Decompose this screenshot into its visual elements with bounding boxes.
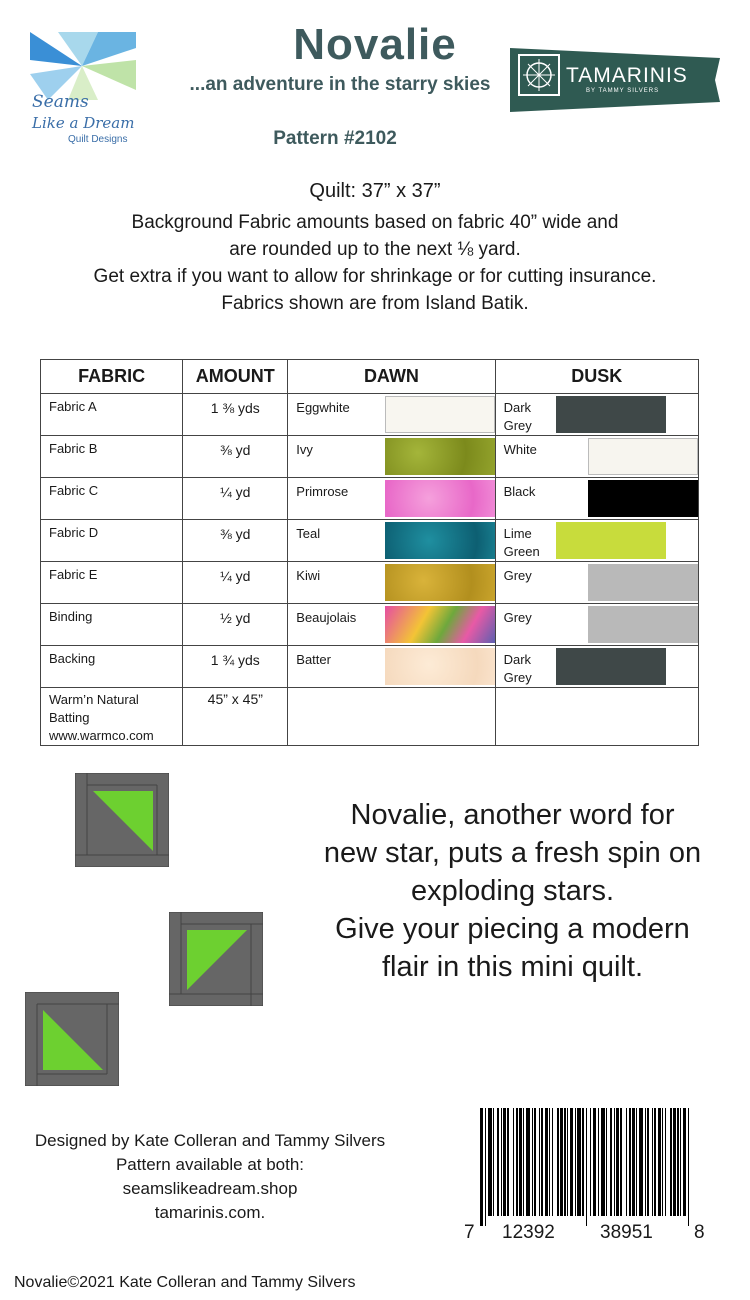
fabric-name: Fabric C xyxy=(41,478,183,520)
dusk-swatch xyxy=(588,564,698,601)
header-dawn: DAWN xyxy=(288,360,495,394)
table-row xyxy=(41,604,699,646)
quilt-block-1 xyxy=(75,773,169,867)
fabric-amount: ¼ yd xyxy=(183,478,288,520)
fabric-amount: ½ yd xyxy=(183,604,288,646)
barcode-digit-first: 7 xyxy=(464,1222,475,1243)
table-row xyxy=(41,562,699,604)
seams-logo-line3: Quilt Designs xyxy=(68,134,128,145)
dusk-color-name: Grey xyxy=(503,610,532,625)
dusk-color-name: White xyxy=(503,442,537,457)
dusk-color-name: Lime Green xyxy=(503,526,540,559)
dawn-color-name: Eggwhite xyxy=(296,400,350,415)
intro-line-1: Background Fabric amounts based on fabric 40” wide and xyxy=(131,212,619,233)
dusk-color-name: Dark Grey xyxy=(503,400,532,433)
table-row xyxy=(41,688,699,746)
fabric-name: Fabric E xyxy=(41,562,183,604)
description-line-4: Give your piecing a modern xyxy=(335,913,690,945)
dusk-swatch xyxy=(556,648,666,685)
table-row xyxy=(41,394,699,436)
dusk-swatch xyxy=(588,606,698,643)
quilt-size: Quilt: 37” x 37” xyxy=(309,180,441,202)
seams-logo-line2: Like a Dream xyxy=(32,114,135,132)
dawn-color-name: Primrose xyxy=(296,484,349,499)
upc-barcode xyxy=(450,1108,712,1248)
dusk-color-name: Black xyxy=(503,484,536,499)
quilt-block-2 xyxy=(169,912,263,1006)
dawn-swatch xyxy=(385,564,495,601)
fabric-name: Fabric B xyxy=(41,436,183,478)
fabric-amount: ⅜ yd xyxy=(183,436,288,478)
dusk-swatch xyxy=(588,438,698,475)
dawn-color-name: Kiwi xyxy=(296,568,321,583)
intro-line-4: Fabrics shown are from Island Batik. xyxy=(221,293,529,314)
table-row xyxy=(41,436,699,478)
pattern-description xyxy=(300,796,725,986)
dusk-swatch xyxy=(588,480,698,517)
description-line-1: Novalie, another word for xyxy=(350,799,675,831)
barcode-digits-right: 38951 xyxy=(600,1222,653,1243)
table-row xyxy=(41,646,699,688)
fabric-name: Binding xyxy=(41,604,183,646)
pattern-subtitle: ...an adventure in the starry skies xyxy=(189,74,491,95)
fabric-requirements-table xyxy=(40,359,699,746)
dawn-color-name: Beaujolais xyxy=(296,610,357,625)
intro-line-2: are rounded up to the next ⅛ yard. xyxy=(229,239,521,260)
barcode-digit-last: 8 xyxy=(694,1222,705,1243)
designer-credits xyxy=(0,1129,420,1225)
barcode-digits-left: 12392 xyxy=(502,1222,555,1243)
intro-line-3: Get extra if you want to allow for shrinkage or for cutting insurance. xyxy=(93,266,657,287)
fabric-name: Warm’n Natural Batting www.warmco.com xyxy=(41,688,183,746)
header-dusk: DUSK xyxy=(495,360,698,394)
credits-availability: Pattern available at both: xyxy=(115,1155,305,1174)
tamarinis-name: TAMARINIS xyxy=(566,64,688,87)
description-line-5: flair in this mini quilt. xyxy=(381,951,644,983)
tamarinis-logo xyxy=(510,44,720,116)
seams-logo-line1: Seams xyxy=(32,92,89,112)
fabric-name: Fabric A xyxy=(41,394,183,436)
dawn-swatch xyxy=(385,522,495,559)
dawn-color-name: Batter xyxy=(296,652,331,667)
credits-site-2: tamarinis.com. xyxy=(154,1203,266,1222)
dawn-color-name: Teal xyxy=(296,526,321,541)
header-amount: AMOUNT xyxy=(183,360,288,394)
dawn-color-name: Ivy xyxy=(296,442,313,457)
pattern-title: Novalie xyxy=(293,20,457,69)
fabric-name: Fabric D xyxy=(41,520,183,562)
fabric-amount: 1 ⅜ yds xyxy=(183,394,288,436)
dawn-swatch xyxy=(385,606,495,643)
fabric-amount: 45” x 45” xyxy=(183,688,288,746)
description-line-2: new star, puts a fresh spin on xyxy=(323,837,702,869)
pattern-number: Pattern #2102 xyxy=(273,128,397,149)
dusk-color-name xyxy=(495,688,698,746)
copyright-footer: Novalie©2021 Kate Colleran and Tammy Silvers xyxy=(14,1274,356,1291)
dusk-color-name: Grey xyxy=(503,568,532,583)
fabric-amount: 1 ¾ yds xyxy=(183,646,288,688)
fabric-amount: ¼ yd xyxy=(183,562,288,604)
quilt-block-3 xyxy=(25,992,119,1086)
dawn-swatch xyxy=(385,396,495,433)
dusk-color-name: Dark Grey xyxy=(503,652,532,685)
table-row xyxy=(41,478,699,520)
barcode-bars-icon xyxy=(450,1108,712,1226)
dawn-swatch xyxy=(385,480,495,517)
tamarinis-byline: BY TAMMY SILVERS xyxy=(586,88,660,94)
dusk-swatch xyxy=(556,522,666,559)
table-header-row xyxy=(41,360,699,394)
dawn-swatch xyxy=(385,438,495,475)
dawn-swatch xyxy=(385,648,495,685)
tamarinis-mark-icon xyxy=(518,54,560,96)
credits-site-1: seamslikeadream.shop xyxy=(122,1179,298,1198)
table-row xyxy=(41,520,699,562)
dawn-color-name xyxy=(288,688,495,746)
dusk-swatch xyxy=(556,396,666,433)
fabric-amount: ⅜ yd xyxy=(183,520,288,562)
fabric-name: Backing xyxy=(41,646,183,688)
credits-designers: Designed by Kate Colleran and Tammy Silvers xyxy=(34,1131,386,1150)
header-fabric: FABRIC xyxy=(41,360,183,394)
description-line-3: exploding stars. xyxy=(410,875,615,907)
